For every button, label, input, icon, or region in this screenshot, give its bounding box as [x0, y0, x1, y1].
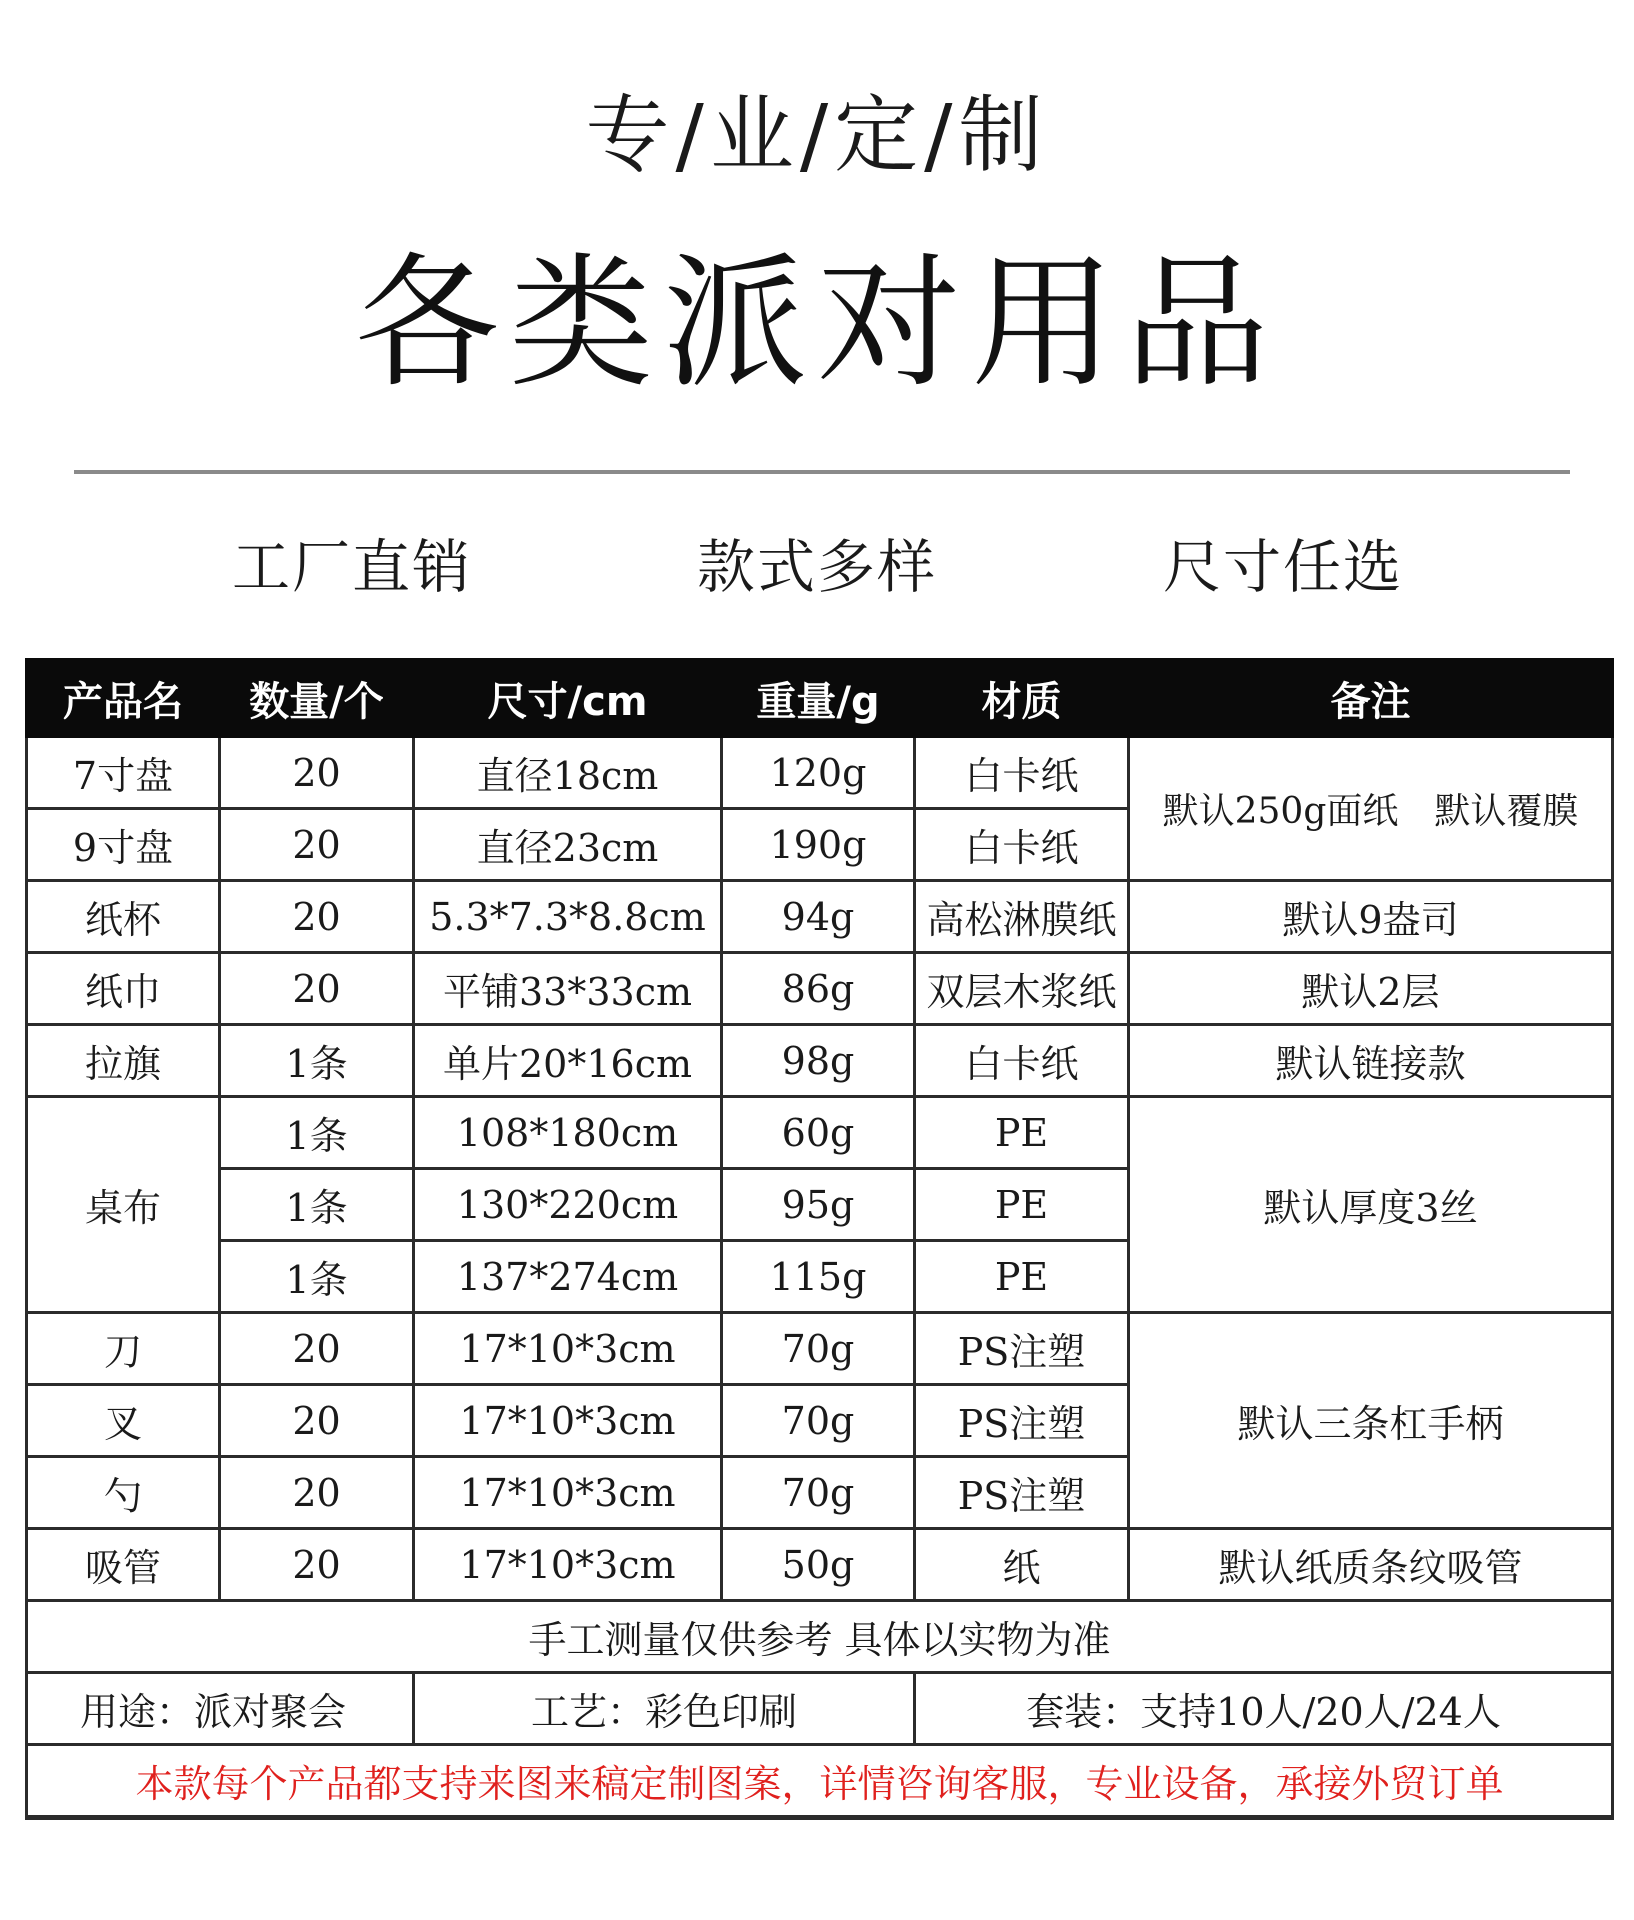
cell-quantity: 1条: [220, 1097, 414, 1169]
cell-weight: 95g: [722, 1169, 915, 1241]
cell-weight: 50g: [722, 1529, 915, 1601]
cell-size: 直径18cm: [414, 737, 722, 809]
disclaimer-text: 手工测量仅供参考 具体以实物为准: [27, 1601, 1613, 1673]
cell-weight: 60g: [722, 1097, 915, 1169]
cell-size: 108*180cm: [414, 1097, 722, 1169]
cell-quantity: 1条: [220, 1169, 414, 1241]
table-row: [27, 737, 1613, 809]
cell-note-napkin: 默认2层: [1129, 953, 1613, 1025]
cell-material: 高松淋膜纸: [915, 881, 1129, 953]
cell-product: 9寸盘: [27, 809, 220, 881]
table-row: [27, 1097, 1613, 1169]
cell-product-tablecloth: 桌布: [27, 1097, 220, 1313]
cell-material: PE: [915, 1097, 1129, 1169]
table-row: [27, 1313, 1613, 1385]
table-row: [27, 1025, 1613, 1097]
cell-material: PS注塑: [915, 1457, 1129, 1529]
cell-material: PE: [915, 1241, 1129, 1313]
cell-note-straw: 默认纸质条纹吸管: [1129, 1529, 1613, 1601]
cell-quantity: 20: [220, 1313, 414, 1385]
table-row: [27, 1529, 1613, 1601]
feature-factory-direct: 工厂直销: [231, 533, 472, 601]
cell-material: PE: [915, 1169, 1129, 1241]
cell-quantity: 20: [220, 1529, 414, 1601]
page-title: 各类派对用品: [354, 239, 1279, 407]
divider: [74, 470, 1570, 474]
table-row: [27, 881, 1613, 953]
column-header-quantity: 数量/个: [220, 660, 414, 737]
custom-note-row: [27, 1745, 1613, 1818]
cell-product: 纸杯: [27, 881, 220, 953]
cell-quantity: 1条: [220, 1241, 414, 1313]
cell-quantity: 20: [220, 809, 414, 881]
column-header-product: 产品名: [27, 660, 220, 737]
cell-weight: 115g: [722, 1241, 915, 1313]
cell-product: 叉: [27, 1385, 220, 1457]
cell-size: 平铺33*33cm: [414, 953, 722, 1025]
table-row: [27, 953, 1613, 1025]
cell-note-cup: 默认9盎司: [1129, 881, 1613, 953]
cell-weight: 70g: [722, 1385, 915, 1457]
process-info: 工艺：彩色印刷: [414, 1673, 915, 1745]
column-header-notes: 备注: [1129, 660, 1613, 737]
column-header-size: 尺寸/cm: [414, 660, 722, 737]
cell-material: 白卡纸: [915, 737, 1129, 809]
cell-quantity: 20: [220, 953, 414, 1025]
cell-note-plates: 默认250g面纸 默认覆膜: [1129, 737, 1613, 881]
cell-product: 纸巾: [27, 953, 220, 1025]
cell-product: 勺: [27, 1457, 220, 1529]
cell-quantity: 1条: [220, 1025, 414, 1097]
column-header-weight: 重量/g: [722, 660, 915, 737]
cell-weight: 70g: [722, 1457, 915, 1529]
cell-material: 白卡纸: [915, 1025, 1129, 1097]
disclaimer-row: [27, 1601, 1613, 1673]
cell-size: 17*10*3cm: [414, 1457, 722, 1529]
cell-weight: 86g: [722, 953, 915, 1025]
cell-material: PS注塑: [915, 1385, 1129, 1457]
cell-size: 17*10*3cm: [414, 1385, 722, 1457]
cell-material: 白卡纸: [915, 809, 1129, 881]
cell-quantity: 20: [220, 737, 414, 809]
cell-weight: 70g: [722, 1313, 915, 1385]
cell-note-cutlery: 默认三条杠手柄: [1129, 1313, 1613, 1529]
cell-material: 双层木浆纸: [915, 953, 1129, 1025]
cell-material: 纸: [915, 1529, 1129, 1601]
cell-quantity: 20: [220, 1385, 414, 1457]
cell-weight: 98g: [722, 1025, 915, 1097]
set-info: 套装：支持10人/20人/24人: [915, 1673, 1613, 1745]
custom-order-note: 本款每个产品都支持来图来稿定制图案，详情咨询客服，专业设备，承接外贸订单: [27, 1745, 1613, 1818]
cell-weight: 190g: [722, 809, 915, 881]
cell-product: 拉旗: [27, 1025, 220, 1097]
cell-note-banner: 默认链接款: [1129, 1025, 1613, 1097]
cell-quantity: 20: [220, 1457, 414, 1529]
cell-size: 137*274cm: [414, 1241, 722, 1313]
cell-size: 直径23cm: [414, 809, 722, 881]
cell-size: 130*220cm: [414, 1169, 722, 1241]
cell-size: 单片20*16cm: [414, 1025, 722, 1097]
cell-size: 5.3*7.3*8.8cm: [414, 881, 722, 953]
cell-size: 17*10*3cm: [414, 1313, 722, 1385]
cell-product: 刀: [27, 1313, 220, 1385]
page-subtitle: 专/业/定/制: [585, 86, 1049, 184]
cell-note-tablecloth: 默认厚度3丝: [1129, 1097, 1613, 1313]
table-header-row: [27, 660, 1613, 737]
cell-weight: 120g: [722, 737, 915, 809]
spec-table: [25, 658, 1614, 1820]
cell-size: 17*10*3cm: [414, 1529, 722, 1601]
cell-weight: 94g: [722, 881, 915, 953]
info-row: [27, 1673, 1613, 1745]
cell-quantity: 20: [220, 881, 414, 953]
cell-material: PS注塑: [915, 1313, 1129, 1385]
feature-custom-sizes: 尺寸任选: [1162, 533, 1403, 601]
usage-info: 用途：派对聚会: [27, 1673, 414, 1745]
cell-product: 吸管: [27, 1529, 220, 1601]
feature-various-styles: 款式多样: [696, 533, 937, 601]
cell-product: 7寸盘: [27, 737, 220, 809]
feature-bar: [0, 522, 1634, 612]
column-header-material: 材质: [915, 660, 1129, 737]
